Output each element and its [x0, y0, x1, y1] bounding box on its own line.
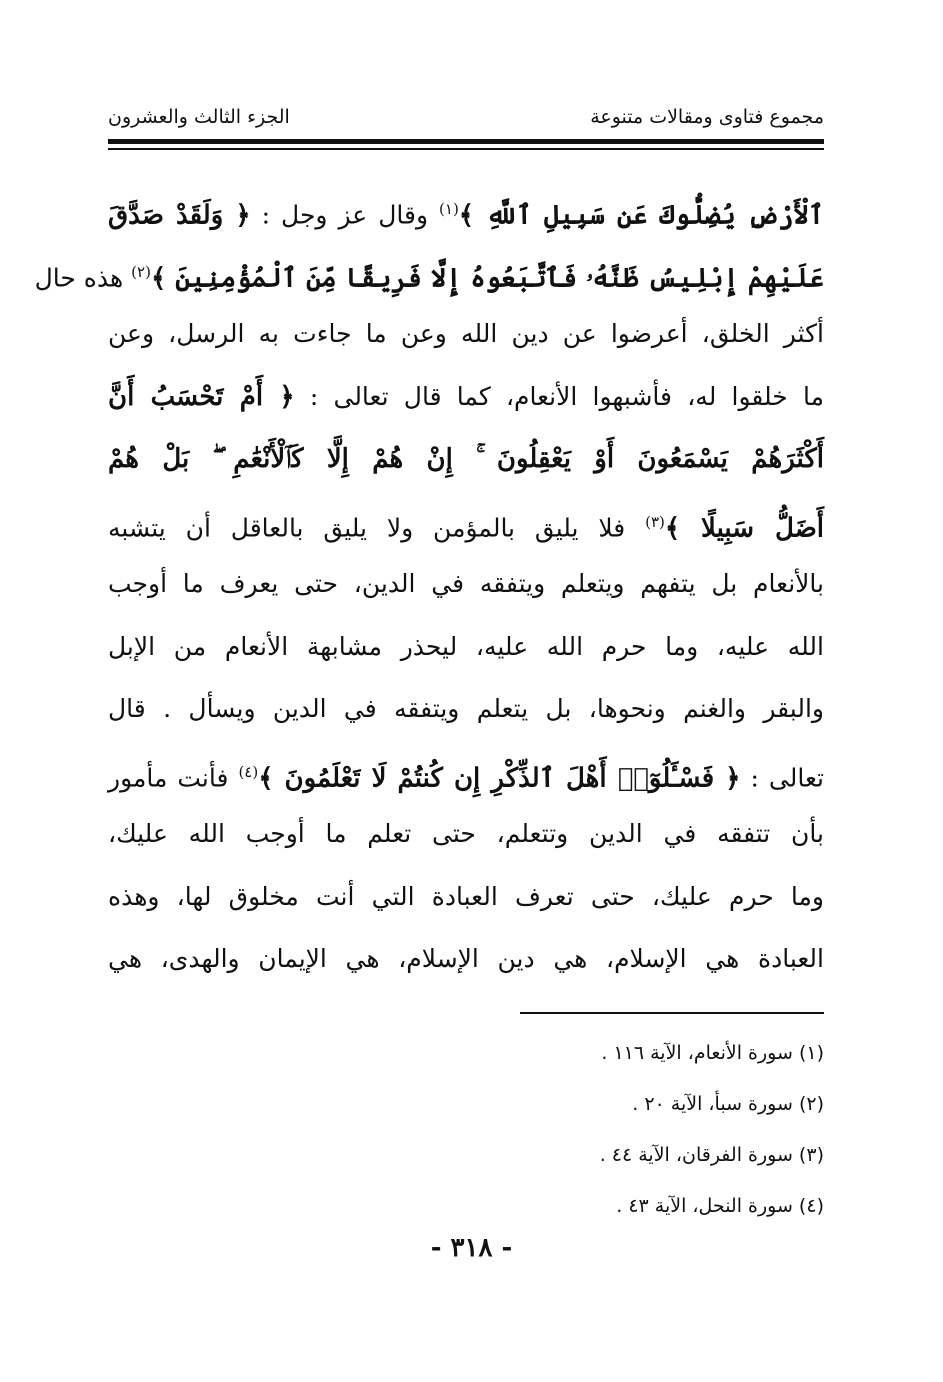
line-text: فلا يليق بالمؤمن ولا يليق بالعاقل أن يتشبه	[108, 512, 646, 542]
footnote-ref: (٢)	[131, 262, 151, 281]
text-line	[108, 428, 824, 491]
line-text: فأنت مأمور	[108, 762, 239, 792]
text-line	[108, 178, 824, 241]
text-line	[108, 678, 824, 741]
line-text: الله عليه، وما حرم الله عليه، ليحذر مشابهة الأنعام من الإبل	[108, 631, 824, 661]
text-line	[108, 866, 824, 929]
footnote-item: (٤) سورة النحل، الآية ٤٣ .	[616, 1195, 824, 1217]
quran-verse: ﴿ فَسْـَٔلُوٓا۟ أَهْلَ ٱلذِّكْرِ إِن كُنتُمْ لَا تَعْلَمُونَ ﴾	[258, 762, 741, 793]
line-text: هذه حال	[34, 262, 132, 292]
page-number: - ٣١٨ -	[430, 1233, 513, 1263]
header-book-title: مجموع فتاوى ومقالات متنوعة	[590, 106, 824, 128]
footnotes	[108, 1028, 824, 1232]
quran-verse: ٱلْأَرْضِ يُضِلُّوكَ عَن سَبِيلِ ٱللَّهِ ﴾	[458, 200, 824, 231]
text-line	[108, 366, 824, 429]
text-line	[108, 928, 824, 991]
line-text: والبقر والغنم ونحوها، بل يتعلم ويتفقه في الدين ويسأل . قال	[108, 694, 824, 723]
line-text: تعالى :	[740, 762, 824, 792]
line-text: أكثر الخلق، أعرضوا عن دين الله وعن ما جاءت به الرسل، وعن	[108, 319, 824, 348]
quran-verse: أَضَلُّ سَبِيلًا ﴾	[664, 512, 824, 543]
quran-verse: عَلَيْهِمْ إِبْلِيسُ ظَنَّهُۥ فَٱتَّبَعُوهُ إِلَّا فَرِيقًا مِّنَ ٱلْمُؤْمِنِينَ ﴾	[150, 262, 824, 293]
line-text: بالأنعام بل يتفهم ويتعلم ويتفقه في الدين، حتى يعرف ما أوجب	[108, 569, 824, 598]
header-rule-thin	[108, 148, 824, 150]
line-text: وقال عز وجل :	[250, 200, 429, 230]
line-text: وما حرم عليك، حتى تعرف العبادة التي أنت مخلوق لها، وهذه	[108, 881, 824, 911]
header-rule-thick	[108, 139, 824, 144]
text-line	[108, 741, 824, 804]
footnote-ref: (١)	[439, 200, 459, 218]
text-line	[108, 803, 824, 866]
text-line	[108, 553, 824, 616]
text-line	[34, 241, 824, 304]
text-line	[108, 491, 824, 554]
running-header	[108, 100, 824, 134]
line-text: العبادة هي الإسلام، هي دين الإسلام، هي الإيمان والهدى، هي	[108, 944, 824, 973]
quran-verse: ﴿ أَمْ تَحْسَبُ أَنَّ	[108, 381, 295, 412]
header-volume-title: الجزء الثالث والعشرون	[108, 106, 290, 128]
quran-verse: أَكْثَرَهُمْ يَسْمَعُونَ أَوْ يَعْقِلُونَ ۚ إِنْ هُمْ إِلَّا كَٱلْأَنْعَٰمِ ۖ بَلْ هُمْ	[108, 444, 824, 474]
text-line	[108, 303, 824, 366]
footnote-item: (٢) سورة سبأ، الآية ٢٠ .	[632, 1093, 824, 1115]
line-text: ما خلقوا له، فأشبهوا الأنعام، كما قال تعالى :	[294, 381, 824, 411]
footnote-item: (٣) سورة الفرقان، الآية ٤٤ .	[599, 1144, 824, 1166]
footnote-separator	[520, 1012, 824, 1014]
footnote-ref: (٣)	[645, 512, 665, 531]
footnote-item: (١) سورة الأنعام، الآية ١١٦ .	[601, 1042, 824, 1064]
quran-verse: ﴿ وَلَقَدْ صَدَّقَ	[108, 200, 251, 231]
line-text: بأن تتفقه في الدين وتتعلم، حتى تعلم ما أوجب الله عليك،	[108, 819, 824, 848]
footnote-ref: (٤)	[238, 762, 259, 781]
text-line	[108, 616, 824, 679]
main-text	[34, 178, 824, 991]
